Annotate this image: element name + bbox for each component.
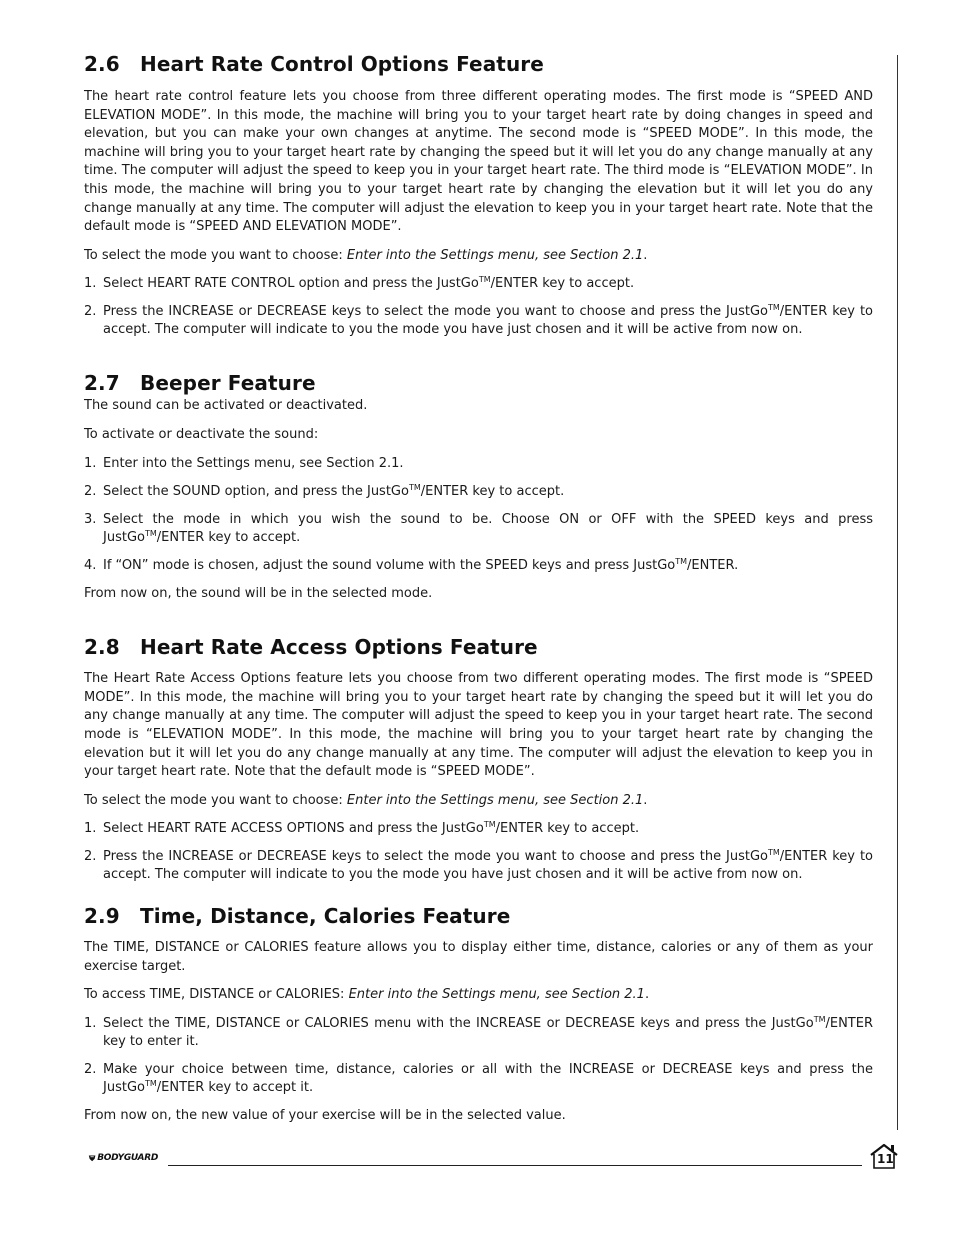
list-item: 2. Select the SOUND option, and press the JustGo™/ENTER key to accept. bbox=[84, 482, 565, 499]
page-number-badge bbox=[868, 1142, 900, 1170]
margin-rule bbox=[897, 55, 898, 1130]
footer-rule bbox=[168, 1165, 862, 1166]
section-2-8-intro: The Heart Rate Access Options feature lets you choose from two different operating modes. The first mode is “SPEED MODE”. In this mode, the machine will bring you to your target heart rate by changing the speed but it will let you do any change manually at any time. The computer will adjust the speed to keep you in your target heart rate. The second mode is “ELEVATION MODE”. In this mode, the machine will bring you to your target heart rate by changing the elevation but it will let you do any change manually at any time. The computer will adjust the elevation to keep you in your target heart rate. Note that the default mode is “SPEED MODE”. bbox=[84, 671, 873, 780]
section-2-7-text: To activate or deactivate the sound: bbox=[84, 426, 319, 442]
section-2-9-text: From now on, the new value of your exercise will be in the selected value. bbox=[84, 1108, 566, 1124]
section-2-9-access-instruction: To access TIME, DISTANCE or CALORIES: Enter into the Settings menu, see Section 2.1. bbox=[84, 987, 650, 1003]
list-item: 1. Select HEART RATE ACCESS OPTIONS and press the JustGo™/ENTER key to accept. bbox=[84, 820, 640, 837]
section-2-7-text: From now on, the sound will be in the selected mode. bbox=[84, 585, 433, 601]
section-2-8-steps bbox=[84, 820, 873, 884]
list-item: 1. Enter into the Settings menu, see Section 2.1. bbox=[84, 455, 404, 471]
list-item: 4. If “ON” mode is chosen, adjust the sound volume with the SPEED keys and press JustGo™/ENTER. bbox=[84, 556, 739, 573]
section-2-6-select-instruction: To select the mode you want to choose: Enter into the Settings menu, see Section 2.1. bbox=[84, 247, 648, 263]
list-item: 2. Press the INCREASE or DECREASE keys to select the mode you want to choose and press the JustGo™/ENTER key to accept. The computer will indicate to you the mode you have just chosen and it will be active from now on. bbox=[84, 303, 873, 338]
section-2-6-intro: The heart rate control feature lets you choose from three different operating modes. The first mode is “SPEED AND ELEVATION MODE”. In this mode, the machine will bring you to your target heart rate by doing changes in speed and elevation, but you can make your own changes at anytime. The second mode is “SPEED MODE”. In this mode, the machine will bring you to your target heart rate by changing the speed but it will let you do any change manually at any time. The computer will adjust the speed to keep you in your target heart rate. The third mode is “ELEVATION MODE”. In this mode, the machine will bring you to your target heart rate by changing the elevation but it will let you do any change manually at any time. The computer will adjust the elevation to keep you in your target heart rate. Note that the default mode is “SPEED AND ELEVATION MODE”. bbox=[84, 89, 873, 235]
section-2-7-text: The sound can be activated or deactivated. bbox=[84, 398, 368, 414]
section-2-7-heading: 2.7 Beeper Feature bbox=[84, 371, 316, 396]
section-2-7-steps bbox=[84, 455, 873, 575]
bodyguard-logo bbox=[88, 1150, 158, 1166]
section-2-6-steps bbox=[84, 275, 873, 339]
section-2-6-heading: 2.6 Heart Rate Control Options Feature bbox=[84, 52, 544, 76]
page-content bbox=[84, 50, 873, 1126]
logo-wordmark: BODYGUARD bbox=[97, 1153, 158, 1163]
section-2-8-select-instruction: To select the mode you want to choose: Enter into the Settings menu, see Section 2.1. bbox=[84, 792, 648, 808]
list-item: 3. Select the mode in which you wish the sound to be. Choose ON or OFF with the SPEED keys and press JustGo™/ENTER key to accept. bbox=[84, 511, 873, 545]
section-2-8-heading: 2.8 Heart Rate Access Options Feature bbox=[84, 635, 538, 660]
page-number: 11 bbox=[877, 1152, 894, 1166]
list-item: 1. Select the TIME, DISTANCE or CALORIES menu with the INCREASE or DECREASE keys and press the JustGo™/ENTER key to enter it. bbox=[84, 1015, 873, 1050]
section-2-9-heading: 2.9 Time, Distance, Calories Feature bbox=[84, 904, 511, 929]
section-2-9-intro: The TIME, DISTANCE or CALORIES feature allows you to display either time, distance, calories or any of them as your exercise target. bbox=[84, 940, 873, 974]
list-item: 1. Select HEART RATE CONTROL option and press the JustGo™/ENTER key to accept. bbox=[84, 275, 635, 292]
shield-icon bbox=[88, 1153, 96, 1163]
list-item: 2. Press the INCREASE or DECREASE keys to select the mode you want to choose and press the JustGo™/ENTER key to accept. The computer will indicate to you the mode you have just chosen and it will be active from now on. bbox=[84, 848, 873, 883]
section-2-9-steps bbox=[84, 1015, 873, 1097]
list-item: 2. Make your choice between time, distance, calories or all with the INCREASE or DECREASE keys and press the JustGo™/ENTER key to accept it. bbox=[84, 1062, 873, 1096]
